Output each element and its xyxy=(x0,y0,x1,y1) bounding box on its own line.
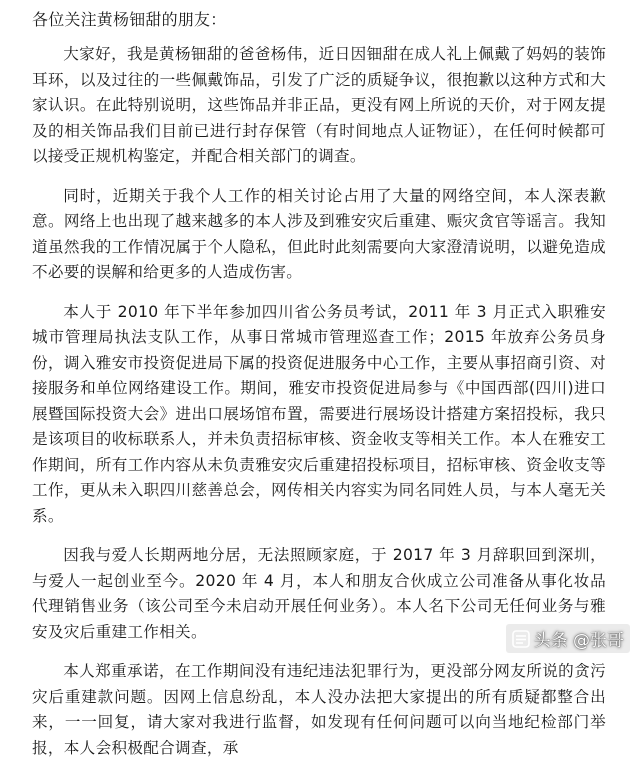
watermark-text: 头条 @张哥 xyxy=(533,631,624,651)
toutiao-logo-icon xyxy=(512,630,530,648)
letter-salutation: 各位关注黄杨钿甜的朋友： xyxy=(32,10,227,29)
source-watermark xyxy=(506,624,630,653)
paragraph-1: 大家好，我是黄杨钿甜的爸爸杨伟，近日因钿甜在成人礼上佩戴了妈妈的装饰耳环，以及过往的一些佩戴饰品，引发了广泛的质疑争议，很抱歉以这种方式和大家认识。在此特别说明，这些饰品并非正品，更没有网上所说的天价，对于网友提及的相关饰品我们目前已进行封存保管（有时间地点人证物证），在任何时候都可以接受正规机构鉴定，并配合相关部门的调查。 xyxy=(32,45,606,165)
paragraph-2: 同时，近期关于我个人工作的相关讨论占用了大量的网络空间，本人深表歉意。网络上也出现了越来越多的本人涉及到雅安灾后重建、赈灾贪官等谣言。我知道虽然我的工作情况属于个人隐私，但此时此刻需要向大家澄清说明，以避免造成不必要的误解和给更多的人造成伤害。 xyxy=(32,186,606,281)
paragraph-5: 本人郑重承诺，在工作期间没有违纪违法犯罪行为，更没部分网友所说的贪污灾后重建款问题。因网上信息纷乱，本人没办法把大家提出的所有质疑都整合出来，一一回复，请大家对我进行监督，如发现有任何问题可以向当地纪检部门举报，本人会积极配合调查，承 xyxy=(32,662,606,757)
paragraph-3: 本人于 2010 年下半年参加四川省公务员考试，2011 年 3 月正式入职雅安城市管理局执法支队工作，从事日常城市管理巡查工作；2015 年放弃公务员身份，调入雅安市投资促进局下属的投资促进服务中心工作，主要从事招商引资、对接服务和单位网络建设工作。期间，雅安市投资促进局参与《中国西部(四川)进口展暨国际投资大会》进出口展场馆布置，需要进行展场设计搭建方案招投标，我只是该项目的收标联系人，并未负责招标审核、资金收支等相关工作。本人在雅安工作期间，所有工作内容从未负责雅安灾后重建招投标项目，招标审核、资金收支等工作，更从未入职四川慈善总会，网传相关内容实为同名同姓人员，与本人毫无关系。 xyxy=(32,302,606,525)
paragraph-4: 因我与爱人长期两地分居，无法照顾家庭，于 2017 年 3 月辞职回到深圳，与爱人一起创业至今。2020 年 4 月，本人和朋友合伙成立公司准备从事化妆品代理销售业务（该公司至今未启动开展任何业务）。本人名下公司无任何业务与雅安及灾后重建工作相关。 xyxy=(32,546,606,641)
